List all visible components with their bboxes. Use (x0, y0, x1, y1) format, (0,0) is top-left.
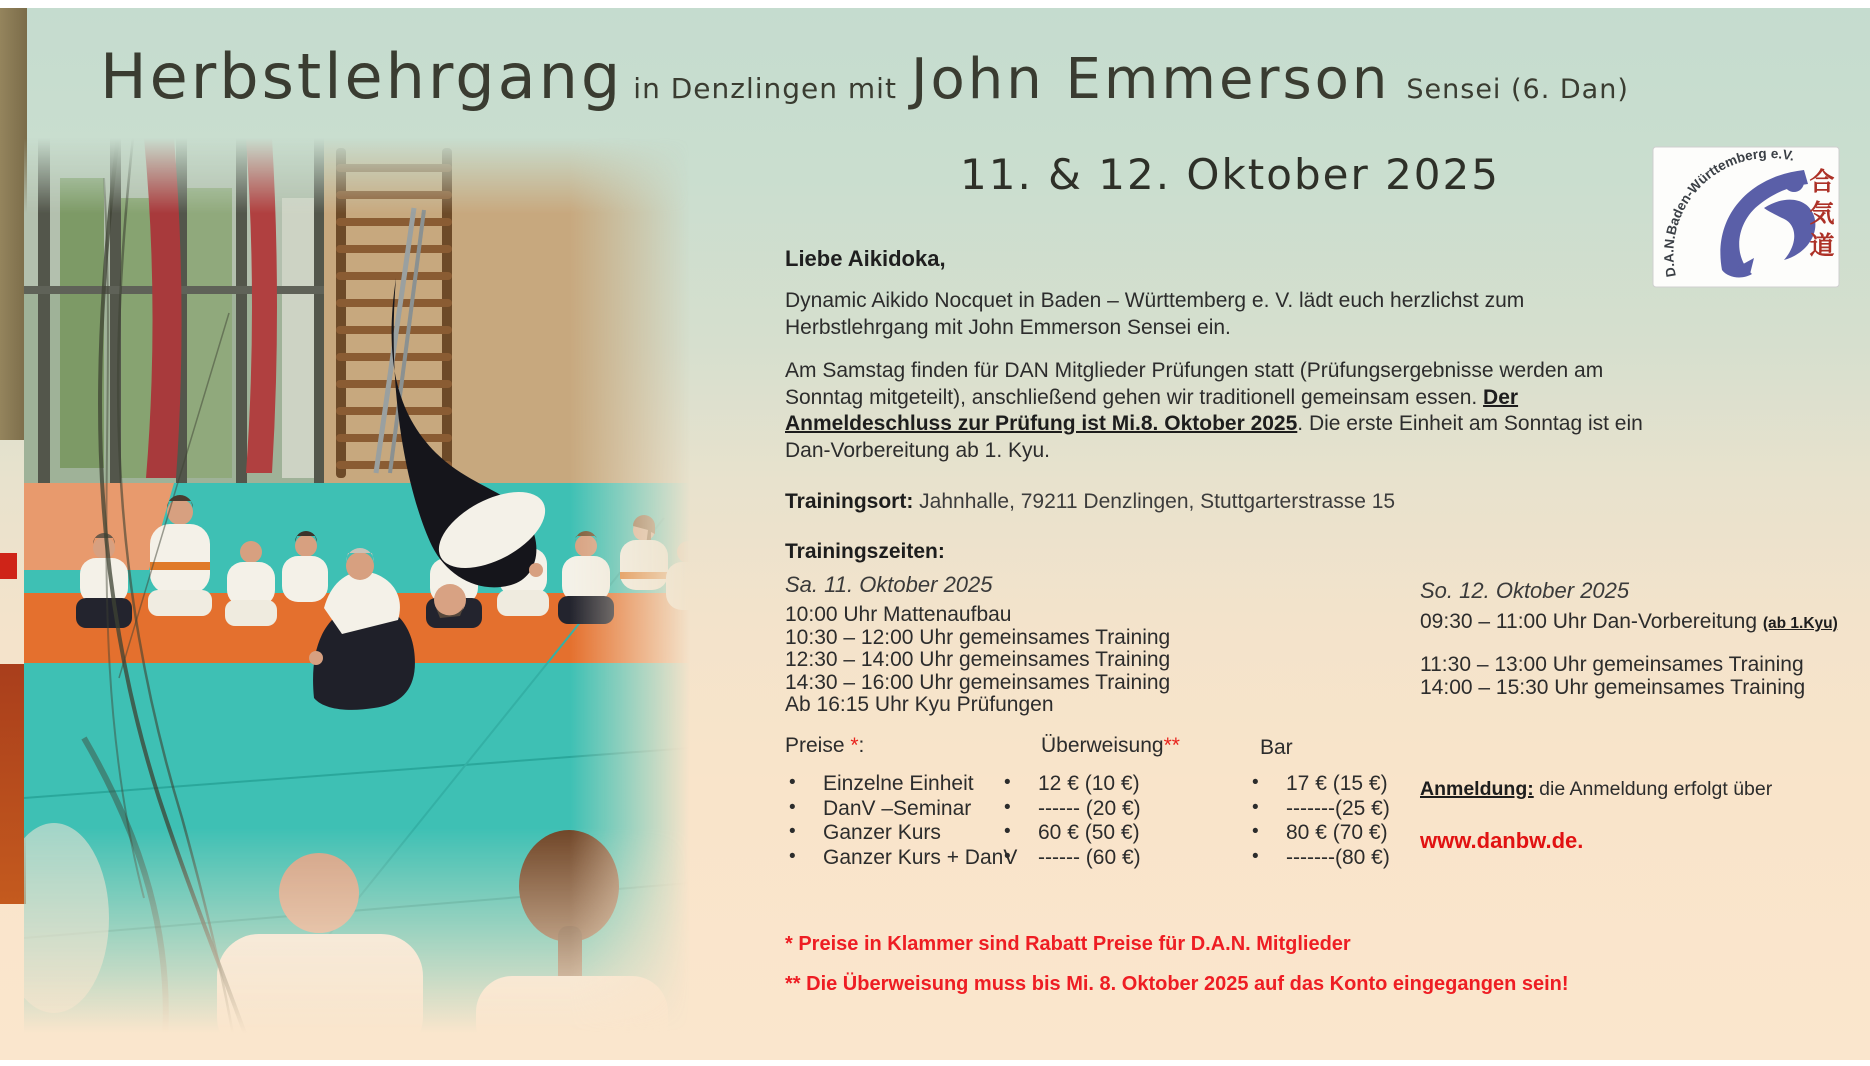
headline-suffix: Sensei (6. Dan) (1406, 74, 1629, 105)
headline-middle: in Denzlingen mit (633, 72, 897, 105)
schedule-item: 14:30 – 16:00 Uhr gemeinsames Training (785, 670, 1171, 694)
footnote-transfer-deadline: ** Die Überweisung muss bis Mi. 8. Oktober 2025 auf das Konto eingegangen sein! (785, 973, 1569, 995)
registration-label: Anmeldung: (1420, 778, 1534, 800)
cash-price: • 80 € (70 €) (1248, 821, 1390, 846)
sunday-first-item-note: (ab 1.Kyu) (1762, 615, 1838, 632)
registration-deadline: Der Anmeldeschluss zur Prüfung ist Mi.8. Oktober 2025 (785, 385, 1519, 435)
schedule-item: 11:30 – 13:00 Uhr gemeinsames Training (1420, 653, 1804, 676)
sunday-first-item-text: 09:30 – 11:00 Uhr Dan-Vorbereitung (1420, 610, 1763, 633)
saturday-text-post: . Die erste Einheit am Sonntag ist ein Dan-Vorbereitung ab 1. Kyu. (785, 412, 1643, 462)
transfer-heading (1041, 734, 1180, 758)
schedule-item: 12:30 – 14:00 Uhr gemeinsames Training (785, 648, 1171, 671)
saturday-date: Sa. 11. Oktober 2025 (785, 572, 993, 597)
saturday-paragraph (785, 358, 1669, 464)
schedule-item: Ab 16:15 Uhr Kyu Prüfungen (785, 693, 1054, 716)
logo-arc-text: D.A.N.Baden-Württemberg e.V. (1661, 146, 1797, 279)
price-item: • Ganzer Kurs + DanV (785, 846, 1017, 871)
greeting: Liebe Aikidoka, (785, 246, 946, 271)
transfer-price: • 60 € (50 €) (1000, 821, 1141, 846)
price-item: • DanV –Seminar (785, 797, 1017, 822)
headline-main: Herbstlehrgang (100, 40, 624, 113)
headline-teacher-name: John Emmerson (910, 47, 1391, 112)
venue-line (785, 490, 1395, 514)
schedule-item: 10:00 Uhr Mattenaufbau (785, 603, 1012, 626)
prices-heading-star: * (850, 734, 859, 757)
transfer-heading-text: Überweisung (1041, 734, 1164, 757)
cash-price: • 17 € (15 €) (1248, 772, 1390, 797)
schedule-item: 14:00 – 15:30 Uhr gemeinsames Training (1420, 675, 1806, 699)
dojo-photo-illustration (24, 138, 690, 1053)
cash-price-list (1248, 772, 1390, 870)
transfer-price-list (1000, 772, 1141, 870)
cash-heading: Bar (1260, 736, 1293, 759)
intro-paragraph: Dynamic Aikido Nocquet in Baden – Württemberg e. V. lädt euch herzlichst zum Herbstlehrgang mit John Emmerson Sensei ein. (785, 289, 1525, 339)
footnote-discount: * Preise in Klammer sind Rabatt Preise für D.A.N. Mitglieder (785, 933, 1351, 955)
sunday-times (1420, 654, 1805, 699)
sunday-date: So. 12. Oktober 2025 (1420, 578, 1630, 603)
prices-heading-text: Preise (785, 734, 851, 757)
event-date: 11. & 12. Oktober 2025 (960, 150, 1500, 199)
association-logo (1652, 146, 1840, 288)
price-item-list (785, 772, 1017, 870)
prices-heading (785, 734, 864, 758)
logo-kanji-3: 道 (1809, 231, 1835, 260)
cash-price: • -------(80 €) (1248, 846, 1390, 871)
logo-kanji-1: 合 (1809, 167, 1835, 196)
headline (100, 40, 1629, 113)
prices-heading-colon: : (858, 734, 865, 757)
transfer-price: • ------ (20 €) (1000, 797, 1141, 822)
venue-value: Jahnhalle, 79211 Denzlingen, Stuttgarterstrasse 15 (913, 490, 1396, 513)
saturday-times (785, 604, 1170, 717)
transfer-price: • 12 € (10 €) (1000, 772, 1141, 797)
price-item: • Einzelne Einheit (785, 772, 1017, 797)
registration-url-link[interactable]: www.danbw.de. (1420, 828, 1584, 853)
schedule-heading: Trainingszeiten: (785, 540, 945, 563)
registration-line (1420, 778, 1800, 801)
saturday-text-pre: Am Samstag finden für DAN Mitglieder Prüfungen statt (Prüfungsergebnisse werden am Sonntag mitgeteilt), anschließend gehen wir traditionell gemeinsam essen. (785, 359, 1604, 409)
dojo-photo (24, 138, 690, 1053)
venue-label: Trainingsort: (785, 490, 914, 513)
logo-kanji-2: 気 (1809, 199, 1835, 228)
left-rust-bar (0, 664, 26, 904)
transfer-heading-stars: ** (1163, 734, 1180, 757)
cash-price: • -------(25 €) (1248, 797, 1390, 822)
aikido-logo (1652, 146, 1840, 288)
price-item: • Ganzer Kurs (785, 821, 1017, 846)
transfer-price: • ------ (60 €) (1000, 846, 1141, 871)
sunday-first-item (1420, 610, 1838, 634)
schedule-item: 10:30 – 12:00 Uhr gemeinsames Training (785, 625, 1171, 649)
registration-text: die Anmeldung erfolgt über (1533, 778, 1773, 800)
left-olive-bar (0, 8, 27, 440)
left-red-block (0, 553, 17, 579)
